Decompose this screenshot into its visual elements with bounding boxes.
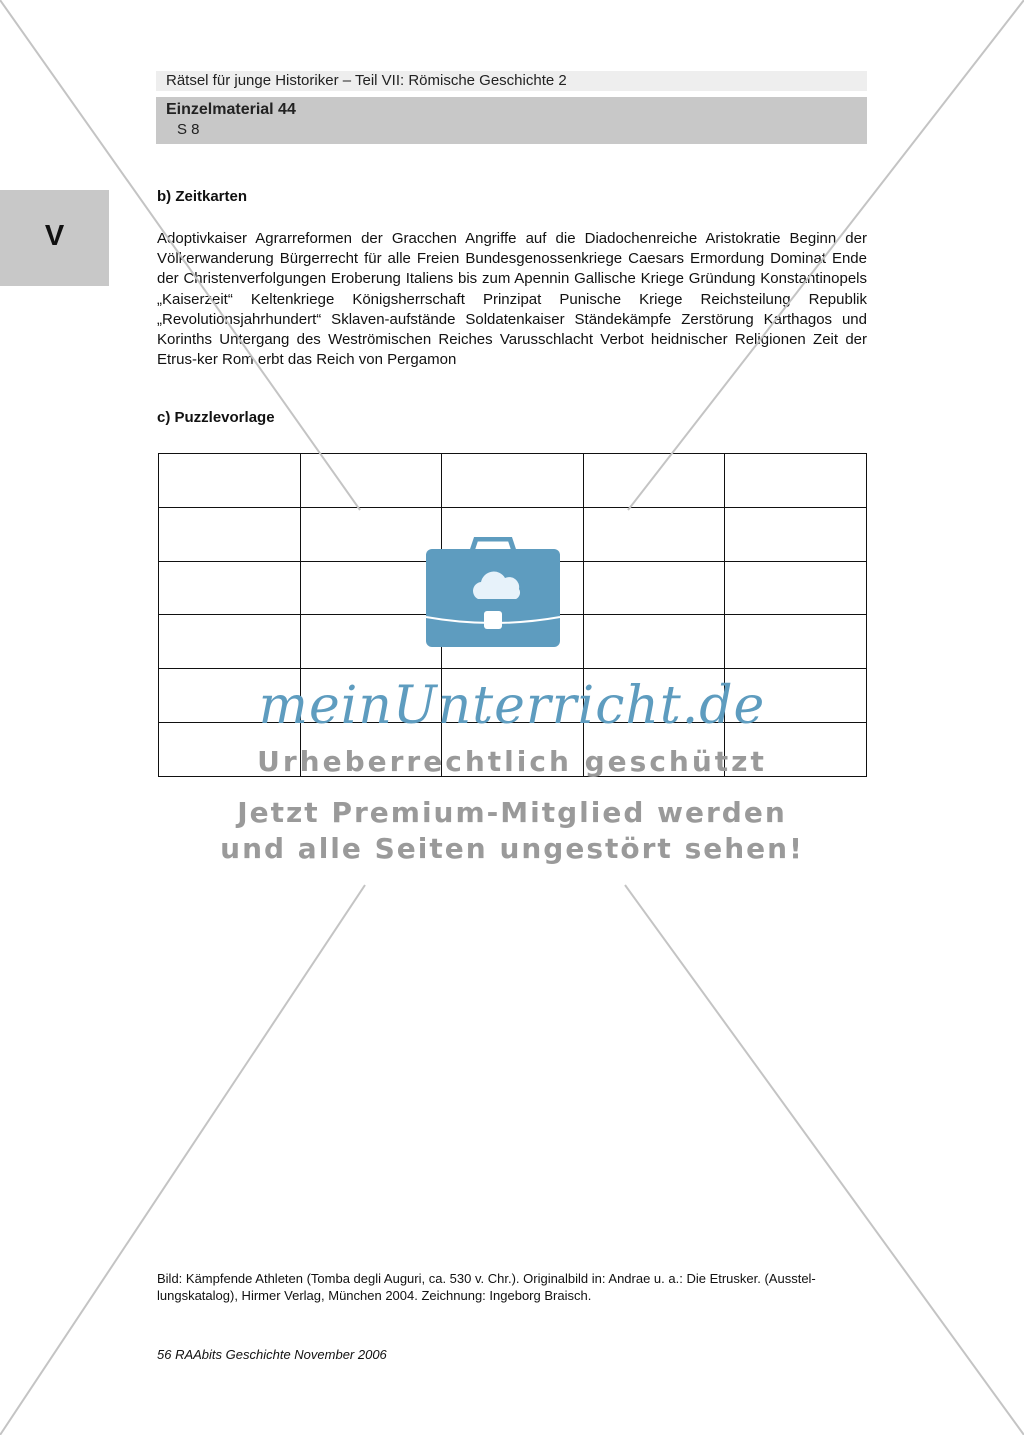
watermark-line: und alle Seiten ungestört sehen! (220, 832, 804, 865)
watermark-brand: meinUnterricht.de (258, 676, 766, 736)
page-reference: S 8 (177, 121, 200, 138)
zeitkarten-text: Adoptivkaiser Agrarreformen der Gracchen Angriffe auf die Diadochenreiche Aristokratie Beginn der Völkerwanderung Bürgerrecht für alle Freien Bundesgenossenkriege Caesars Ermordung Dominat Ende der Christenverfolgungen Eroberung Italiens bis zum Apennin Gallische Kriege Gründung Konstantinopels „Kaiserzeit“ Keltenkriege Königsherrschaft Prinzipat Punische Kriege Reichsteilung Republik „Revolutionsjahrhundert“ Sklaven-aufstände Soldatenkaiser Ständekämpfe Zerstörung Karthagos und Korinths Untergang des Weströmischen Reiches Varusschlacht Verbot heidnischer Religionen Zeit der Etrus-ker Rom erbt das Reich von Pergamon (157, 230, 867, 369)
watermark-copyright: Urheberrechtlich geschützt (257, 745, 767, 778)
series-title: Rätsel für junge Historiker – Teil VII: Römische Geschichte 2 (166, 72, 567, 89)
watermark-premium-notice (0, 795, 1024, 867)
side-tab-label: V (44, 220, 65, 252)
watermark-line: Jetzt Premium-Mitglied werden (237, 796, 787, 829)
image-caption: Bild: Kämpfende Athleten (Tomba degli Auguri, ca. 530 v. Chr.). Originalbild in: Andrae u. a.: Die Etrusker. (Ausstel-lungskatalog), Hirmer Verlag, München 2004. Zeichnung: Ingeborg Braisch. (157, 1271, 816, 1303)
material-title: Einzelmaterial 44 (166, 101, 296, 118)
briefcase-cloud-icon (424, 537, 562, 649)
section-c-heading: c) Puzzlevorlage (157, 409, 275, 426)
page-footer: 56 RAAbits Geschichte November 2006 (157, 1347, 387, 1362)
section-b-heading: b) Zeitkarten (157, 188, 248, 205)
